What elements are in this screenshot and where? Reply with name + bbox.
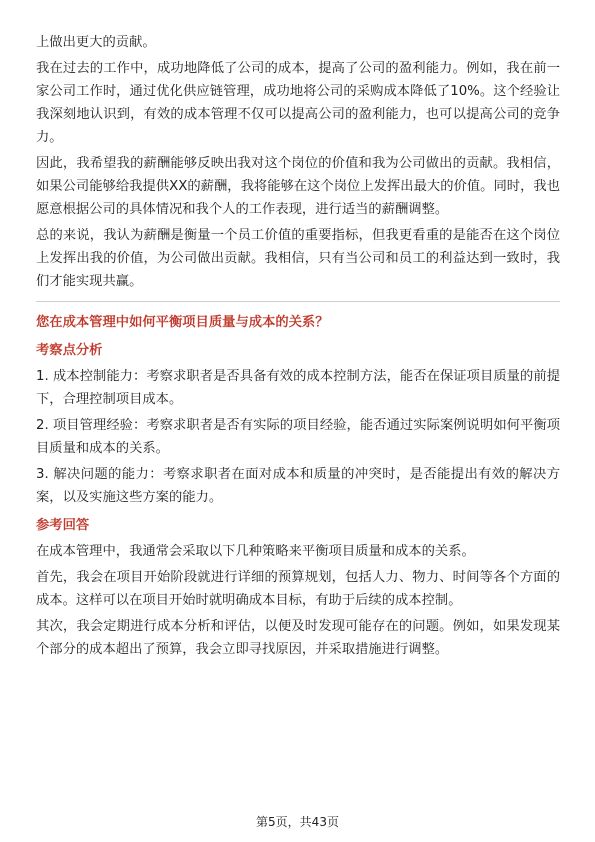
analysis-item: 3. 解决问题的能力：考察求职者在面对成本和质量的冲突时，是否能提出有效的解决方案，以及实施这些方案的能力。 bbox=[36, 467, 560, 505]
document-body bbox=[36, 31, 560, 664]
analysis-item: 2. 项目管理经验：考察求职者是否有实际的项目经验，能否通过实际案例说明如何平衡项目质量和成本的关系。 bbox=[36, 418, 560, 456]
answer-paragraph: 首先，我会在项目开始阶段就进行详细的预算规划，包括人力、物力、时间等各个方面的成本。这样可以在项目开始时就明确成本目标，有助于后续的成本控制。 bbox=[36, 570, 560, 608]
question-title: 您在成本管理中如何平衡项目质量与成本的关系？ bbox=[36, 315, 329, 330]
analysis-heading: 考察点分析 bbox=[36, 343, 103, 358]
page-number: 第5页，共43页 bbox=[256, 815, 339, 829]
answer-heading: 参考回答 bbox=[36, 518, 90, 533]
answer-paragraph: 在成本管理中，我通常会采取以下几种策略来平衡项目质量和成本的关系。 bbox=[36, 544, 475, 559]
paragraph: 总的来说，我认为薪酬是衡量一个员工价值的重要指标，但我更看重的是能否在这个岗位上发挥出我的价值，为公司做出贡献。我相信，只有当公司和员工的利益达到一致时，我们才能实现共赢。 bbox=[36, 228, 560, 289]
paragraph: 因此，我希望我的薪酬能够反映出我对这个岗位的价值和我为公司做出的贡献。我相信，如果公司能够给我提供XX的薪酬，我将能够在这个岗位上发挥出最大的价值。同时，我也愿意根据公司的具体情况和我个人的工作表现，进行适当的薪酬调整。 bbox=[36, 156, 560, 217]
paragraph: 上做出更大的贡献。 bbox=[36, 35, 156, 50]
analysis-item: 1. 成本控制能力：考察求职者是否具备有效的成本控制方法，能否在保证项目质量的前提下，合理控制项目成本。 bbox=[36, 369, 560, 407]
section-divider bbox=[36, 301, 560, 302]
answer-paragraph: 其次，我会定期进行成本分析和评估，以便及时发现可能存在的问题。例如，如果发现某个部分的成本超出了预算，我会立即寻找原因，并采取措施进行调整。 bbox=[36, 619, 560, 657]
paragraph: 我在过去的工作中，成功地降低了公司的成本，提高了公司的盈利能力。例如，我在前一家公司工作时，通过优化供应链管理，成功地将公司的采购成本降低了10%。这个经验让我深刻地认识到，有效的成本管理不仅可以提高公司的盈利能力，也可以提高公司的竞争力。 bbox=[36, 61, 560, 145]
